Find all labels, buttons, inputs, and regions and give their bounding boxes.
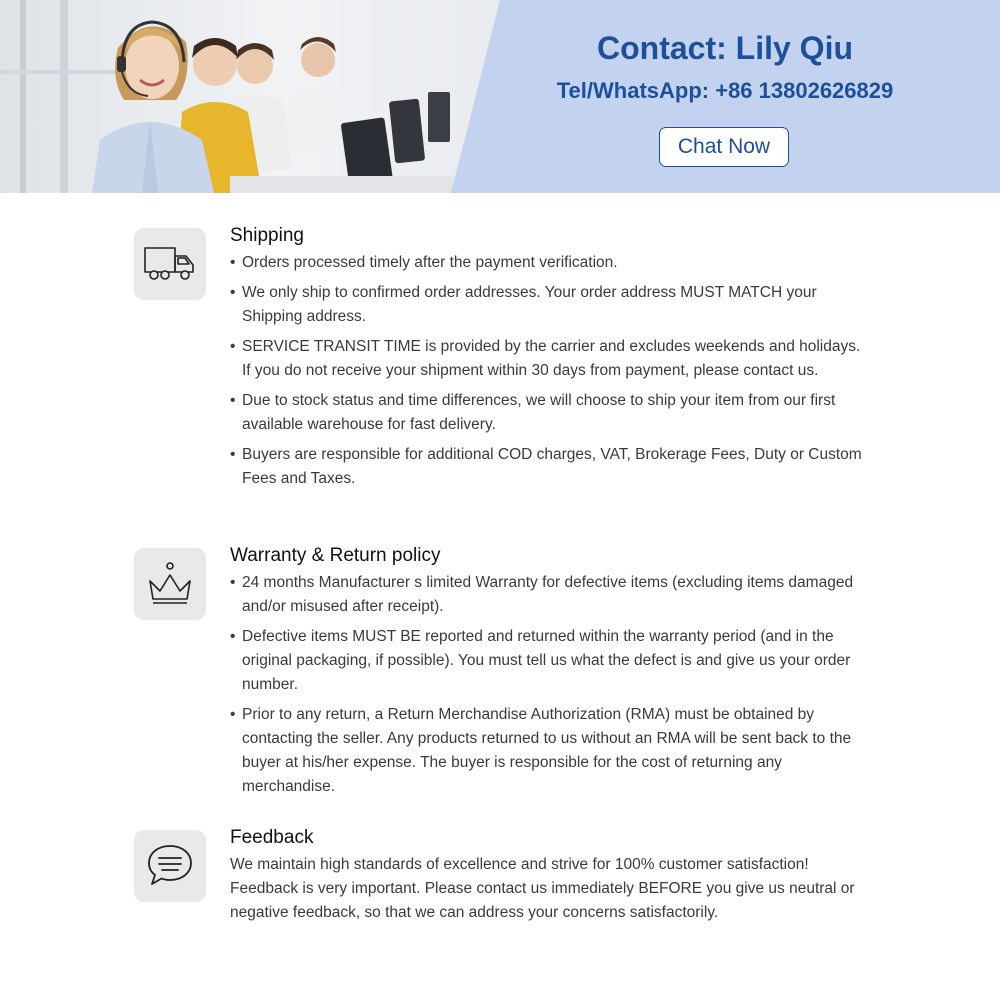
contact-banner bbox=[0, 0, 1000, 193]
list-item: • Buyers are responsible for additional COD charges, VAT, Brokerage Fees, Duty or Custom Fees and Taxes. bbox=[230, 443, 870, 491]
shipping-body bbox=[230, 225, 870, 497]
feedback-title: Feedback bbox=[230, 827, 314, 848]
warranty-list bbox=[230, 571, 870, 799]
crown-icon bbox=[146, 561, 194, 607]
shipping-title: Shipping bbox=[230, 225, 304, 246]
shipping-icon-box bbox=[134, 228, 206, 300]
list-item: • Defective items MUST BE reported and returned within the warranty period (and in the original packaging, if possible). You must tell us what the defect is and give us your order number. bbox=[230, 625, 870, 697]
feedback-body bbox=[230, 827, 870, 925]
warranty-icon-box bbox=[134, 548, 206, 620]
chat-now-button[interactable]: Chat Now bbox=[659, 127, 789, 167]
warranty-body bbox=[230, 545, 870, 805]
feedback-icon-box bbox=[134, 830, 206, 902]
speech-bubble-icon bbox=[145, 842, 195, 890]
list-item: • Orders processed timely after the payment verification. bbox=[230, 251, 870, 275]
warranty-title: Warranty & Return policy bbox=[230, 545, 441, 566]
list-item: • SERVICE TRANSIT TIME is provided by the carrier and excludes weekends and holidays. If you do not receive your shipment within 30 days from payment, please contact us. bbox=[230, 335, 870, 383]
truck-icon bbox=[143, 244, 197, 284]
feedback-section bbox=[134, 827, 874, 940]
feedback-text: We maintain high standards of excellence and strive for 100% customer satisfaction! Feedback is very important. Please contact us immediately BEFORE you give us neutral or negative feedback, so that we can address your concerns satisfactorily. bbox=[230, 856, 855, 921]
contact-title: Contact: Lily Qiu bbox=[597, 30, 853, 66]
warranty-section bbox=[134, 545, 874, 808]
list-item: • Prior to any return, a Return Merchandise Authorization (RMA) must be obtained by contacting the seller. Any products returned to us without an RMA will be sent back to the buyer at his/her expense. The buyer is responsible for the cost of returning any merchandise. bbox=[230, 703, 870, 799]
list-item: • Due to stock status and time differences, we will choose to ship your item from our first available warehouse for fast delivery. bbox=[230, 389, 870, 437]
list-item: • 24 months Manufacturer s limited Warranty for defective items (excluding items damaged and/or misused after receipt). bbox=[230, 571, 870, 619]
contact-phone: Tel/WhatsApp: +86 13802626829 bbox=[556, 78, 894, 103]
shipping-section bbox=[134, 225, 874, 528]
list-item: • We only ship to confirmed order addresses. Your order address MUST MATCH your Shipping address. bbox=[230, 281, 870, 329]
shipping-list bbox=[230, 251, 870, 491]
